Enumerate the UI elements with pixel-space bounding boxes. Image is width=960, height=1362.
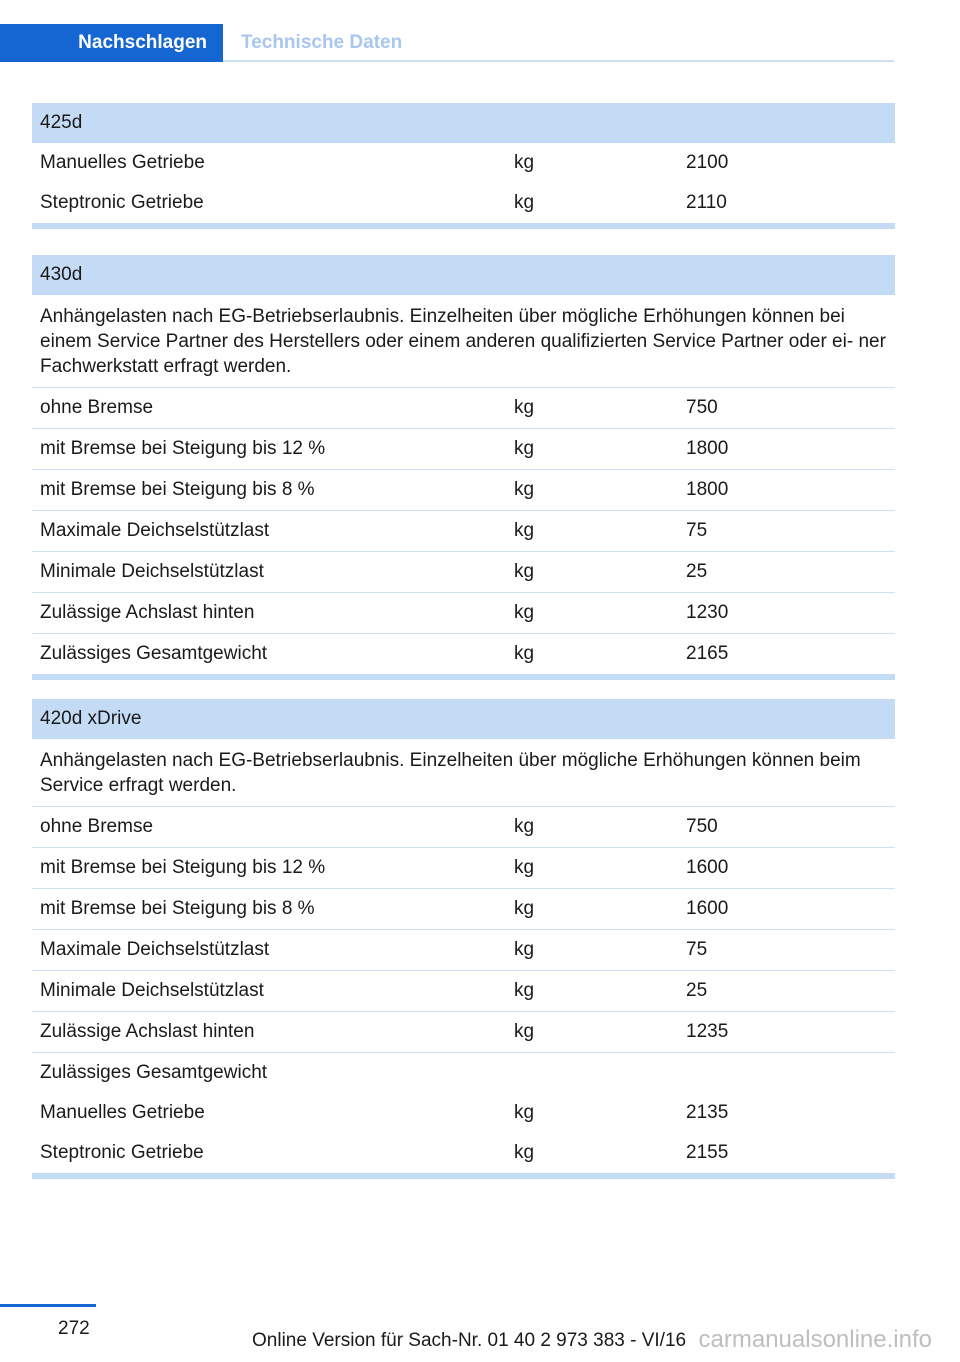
- table-425d: [32, 103, 895, 229]
- row-value: 2100: [686, 152, 729, 173]
- row-label: Zulässiges Gesamtgewicht: [40, 643, 268, 664]
- row-unit: kg: [514, 1021, 535, 1042]
- row-unit: kg: [514, 438, 535, 459]
- row-value: 25: [686, 561, 708, 582]
- row-label: Manuelles Getriebe: [40, 152, 205, 173]
- row-label: Maximale Deichselstützlast: [40, 939, 270, 960]
- row-label: mit Bremse bei Steigung bis 12 %: [40, 857, 326, 878]
- row-unit: kg: [514, 561, 535, 582]
- row-label: Maximale Deichselstützlast: [40, 520, 270, 541]
- row-unit: kg: [514, 816, 535, 837]
- row-unit: kg: [514, 857, 535, 878]
- table-row: [32, 1011, 895, 1052]
- row-subheading: Zulässiges Gesamtgewicht: [40, 1062, 268, 1083]
- row-unit: kg: [514, 397, 535, 418]
- row-unit: kg: [514, 939, 535, 960]
- table-row: [32, 428, 895, 469]
- row-label: ohne Bremse: [40, 397, 154, 418]
- table-row: [32, 970, 895, 1011]
- table-row: [32, 633, 895, 674]
- row-label: Zulässige Achslast hinten: [40, 1021, 255, 1042]
- row-value: 1800: [686, 438, 729, 459]
- row-label: Steptronic Getriebe: [40, 1142, 204, 1163]
- table-row: [32, 929, 895, 970]
- table-row: [32, 888, 895, 929]
- table-430d: [32, 255, 895, 680]
- row-unit: kg: [514, 1102, 535, 1123]
- row-unit: kg: [514, 1142, 535, 1163]
- row-value: 2135: [686, 1102, 729, 1123]
- row-value: 75: [686, 939, 708, 960]
- row-label: Minimale Deichselstützlast: [40, 561, 264, 582]
- row-value: 1235: [686, 1021, 729, 1042]
- table-subheading-row: [32, 1052, 895, 1093]
- row-label: ohne Bremse: [40, 816, 154, 837]
- table-420d-xdrive: [32, 699, 895, 1179]
- row-label: mit Bremse bei Steigung bis 12 %: [40, 438, 326, 459]
- row-value: 1800: [686, 479, 729, 500]
- table-row: [32, 1093, 895, 1133]
- table-row: [32, 510, 895, 551]
- table-row: [32, 469, 895, 510]
- row-unit: kg: [514, 643, 535, 664]
- table-row: [32, 1133, 895, 1173]
- row-unit: kg: [514, 152, 535, 173]
- row-value: 1600: [686, 898, 729, 919]
- table-row: [32, 387, 895, 428]
- row-label: mit Bremse bei Steigung bis 8 %: [40, 479, 315, 500]
- row-value: 2155: [686, 1142, 729, 1163]
- row-value: 750: [686, 816, 718, 837]
- footer-note: Online Version für Sach-Nr. 01 40 2 973 383 - VI/16: [252, 1330, 687, 1351]
- table-note: Anhängelasten nach EG-Betriebserlaubnis. Einzelheiten über mögliche Erhöhungen können beim Service erfragt werden.: [40, 750, 861, 796]
- row-label: Minimale Deichselstützlast: [40, 980, 264, 1001]
- table-end-rule: [32, 223, 895, 229]
- table-row: [32, 183, 895, 223]
- row-value: 1600: [686, 857, 729, 878]
- table-row: [32, 847, 895, 888]
- table-row: [32, 551, 895, 592]
- row-label: mit Bremse bei Steigung bis 8 %: [40, 898, 315, 919]
- row-unit: kg: [514, 192, 535, 213]
- row-label: Steptronic Getriebe: [40, 192, 204, 213]
- row-value: 1230: [686, 602, 729, 623]
- table-note: Anhängelasten nach EG-Betriebserlaubnis. Einzelheiten über mögliche Erhöhungen können bei einem Service Partner des Herstellers oder einem anderen qualifizierten Service Partner oder ei- ner Fachwerkstatt erfragt werden.: [40, 306, 886, 377]
- table-end-rule: [32, 1173, 895, 1179]
- table-row: [32, 143, 895, 183]
- row-label: Manuelles Getriebe: [40, 1102, 205, 1123]
- row-unit: kg: [514, 980, 535, 1001]
- watermark: carmanualsonline.info: [698, 1326, 932, 1353]
- row-unit: kg: [514, 898, 535, 919]
- page-number: 272: [58, 1318, 90, 1339]
- table-heading: 425d: [32, 103, 895, 143]
- row-value: 2165: [686, 643, 729, 664]
- row-label: Zulässige Achslast hinten: [40, 602, 255, 623]
- row-unit: kg: [514, 602, 535, 623]
- table-end-rule: [32, 674, 895, 680]
- table-heading: 420d xDrive: [32, 699, 895, 739]
- chapter-tab[interactable]: Technische Daten: [241, 32, 403, 53]
- row-value: 2110: [686, 192, 727, 213]
- row-unit: kg: [514, 479, 535, 500]
- row-value: 75: [686, 520, 708, 541]
- footer-rule: [0, 1304, 96, 1307]
- row-value: 750: [686, 397, 718, 418]
- table-heading: 430d: [32, 255, 895, 295]
- table-row: [32, 592, 895, 633]
- row-unit: kg: [514, 520, 535, 541]
- row-value: 25: [686, 980, 708, 1001]
- table-row: [32, 806, 895, 847]
- section-tab[interactable]: Nachschlagen: [0, 24, 223, 62]
